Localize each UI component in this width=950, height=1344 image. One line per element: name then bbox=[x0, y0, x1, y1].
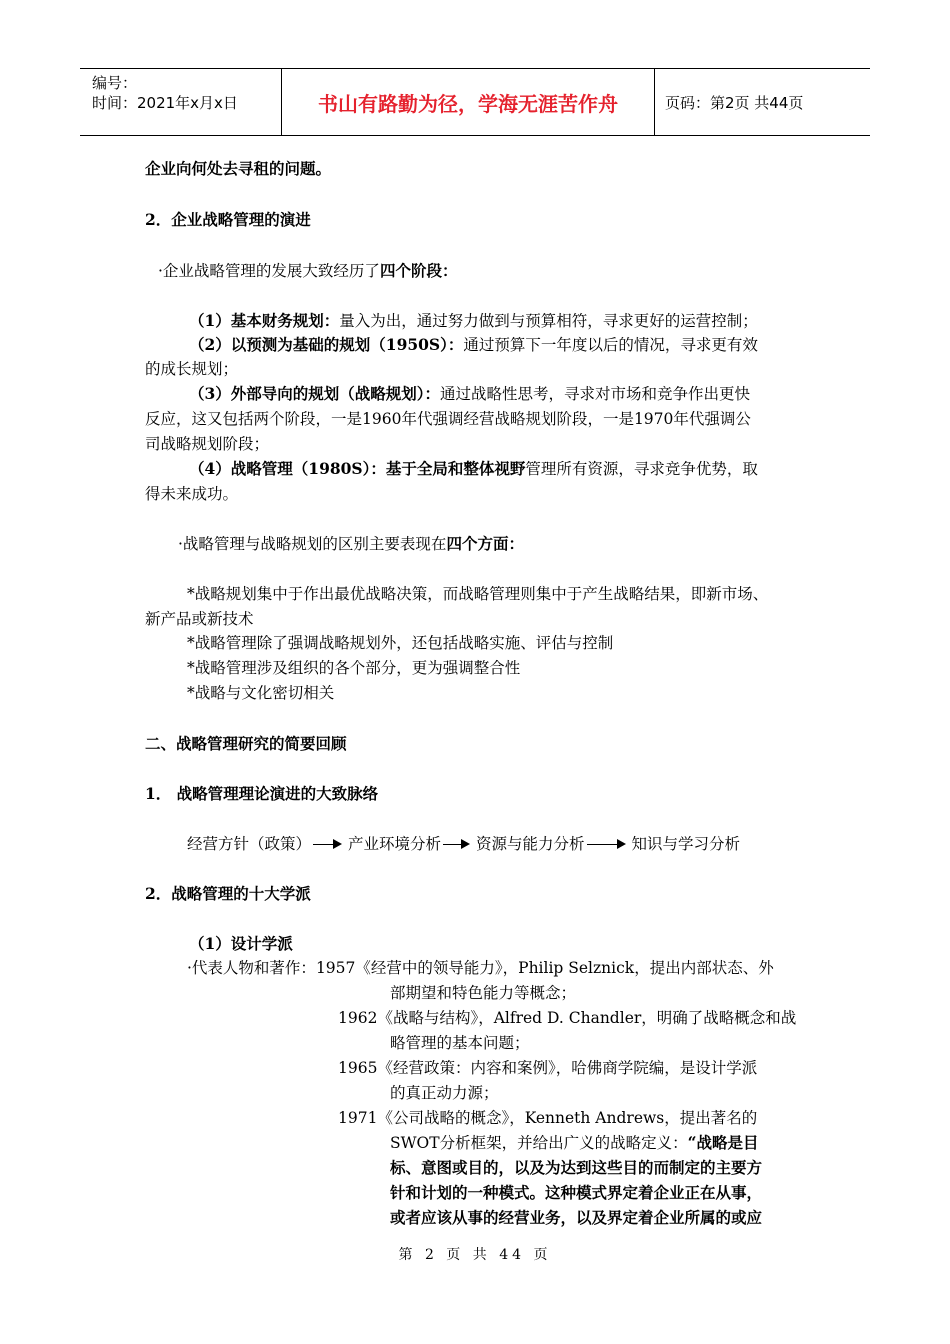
arrow-right-icon bbox=[313, 839, 342, 849]
works-cont: 或者应该从事的经营业务，以及界定着企业所属的或应 bbox=[390, 1208, 763, 1227]
bullet-item-cont: 新产品或新技术 bbox=[145, 610, 254, 628]
section-heading: 二、战略管理研究的简要回顾 bbox=[145, 734, 347, 753]
arrow-right-icon bbox=[443, 839, 470, 849]
list-item-cont: 得未来成功。 bbox=[145, 485, 239, 503]
page-footer: 第 2 页 共 44 页 bbox=[398, 1247, 552, 1263]
works-cont: SWOT分析框架，并给出广义的战略定义：“战略是目 bbox=[390, 1133, 759, 1152]
list-item: （1）基本财务规划：量入为出，通过努力做到与预算相符，寻求更好的运营控制； bbox=[189, 311, 758, 330]
bullet-item: *战略与文化密切相关 bbox=[187, 684, 335, 702]
paragraph: 企业向何处去寻租的问题。 bbox=[145, 159, 332, 178]
flow-step: 经营方针（政策） bbox=[187, 835, 312, 853]
list-item-cont: 司战略规划阶段； bbox=[145, 435, 270, 453]
date-label: 时间：2021年x月x日 bbox=[92, 94, 238, 112]
list-item-cont: 反应，这又包括两个阶段，一是1960年代强调经营战略规划阶段，一是1970年代强调公 bbox=[145, 410, 751, 428]
number-label: 编号： bbox=[92, 74, 138, 92]
works-cont: 部期望和特色能力等概念； bbox=[390, 984, 577, 1002]
works-cont: 略管理的基本问题； bbox=[390, 1034, 530, 1052]
flow-step: 产业环境分析 bbox=[348, 835, 442, 853]
list-item-cont: 的成长规划； bbox=[145, 360, 239, 378]
arrow-right-icon bbox=[587, 839, 626, 849]
works-cont: 针和计划的一种模式。这种模式界定着企业正在从事， bbox=[390, 1183, 763, 1202]
flow-step: 知识与学习分析 bbox=[631, 835, 741, 853]
paragraph: ·企业战略管理的发展大致经历了四个阶段： bbox=[158, 261, 458, 280]
section-heading: 2．企业战略管理的演进 bbox=[145, 210, 311, 229]
list-item: （4）战略管理（1980S）：基于全局和整体视野管理所有资源，寻求竞争优势，取 bbox=[189, 459, 758, 478]
page-header bbox=[80, 68, 870, 136]
header-motto: 书山有路勤为径，学海无涯苦作舟 bbox=[282, 69, 655, 135]
bullet-item: *战略管理涉及组织的各个部分，更为强调整合性 bbox=[187, 659, 521, 677]
flow-step: 资源与能力分析 bbox=[476, 835, 585, 853]
subsection-heading: 1． 战略管理理论演进的大致脉络 bbox=[145, 784, 379, 803]
header-page-info: 页码：第2页 共44页 bbox=[665, 93, 804, 112]
works-cont: 标、意图或目的，以及为达到这些目的而制定的主要方 bbox=[390, 1158, 763, 1177]
subsection-heading: 2．战略管理的十大学派 bbox=[145, 884, 311, 903]
school-heading: （1）设计学派 bbox=[189, 934, 293, 953]
works-item: 1962《战略与结构》，Alfred D. Chandler，明确了战略概念和战 bbox=[338, 1009, 797, 1027]
works-item: 1965《经营政策：内容和案例》，哈佛商学院编，是设计学派 bbox=[338, 1059, 758, 1077]
works-cont: 的真正动力源； bbox=[390, 1084, 499, 1102]
list-item: （2）以预测为基础的规划（1950S）：通过预算下一年度以后的情况，寻求更有效 bbox=[189, 335, 758, 354]
works-item: 1971《公司战略的概念》，Kenneth Andrews，提出著名的 bbox=[338, 1109, 758, 1127]
bullet-item: *战略规划集中于作出最优战略决策，而战略管理则集中于产生战略结果，即新市场、 bbox=[187, 585, 769, 603]
evolution-flow bbox=[187, 832, 740, 856]
paragraph: ·战略管理与战略规划的区别主要表现在四个方面： bbox=[178, 534, 524, 553]
header-meta bbox=[80, 69, 282, 135]
list-item: （3）外部导向的规划（战略规划）：通过战略性思考，寻求对市场和竞争作出更快 bbox=[189, 384, 751, 403]
bullet-item: *战略管理除了强调战略规划外，还包括战略实施、评估与控制 bbox=[187, 634, 614, 652]
works-label: ·代表人物和著作：1957《经营中的领导能力》，Philip Selznick，提出内部状态、外 bbox=[187, 959, 774, 977]
